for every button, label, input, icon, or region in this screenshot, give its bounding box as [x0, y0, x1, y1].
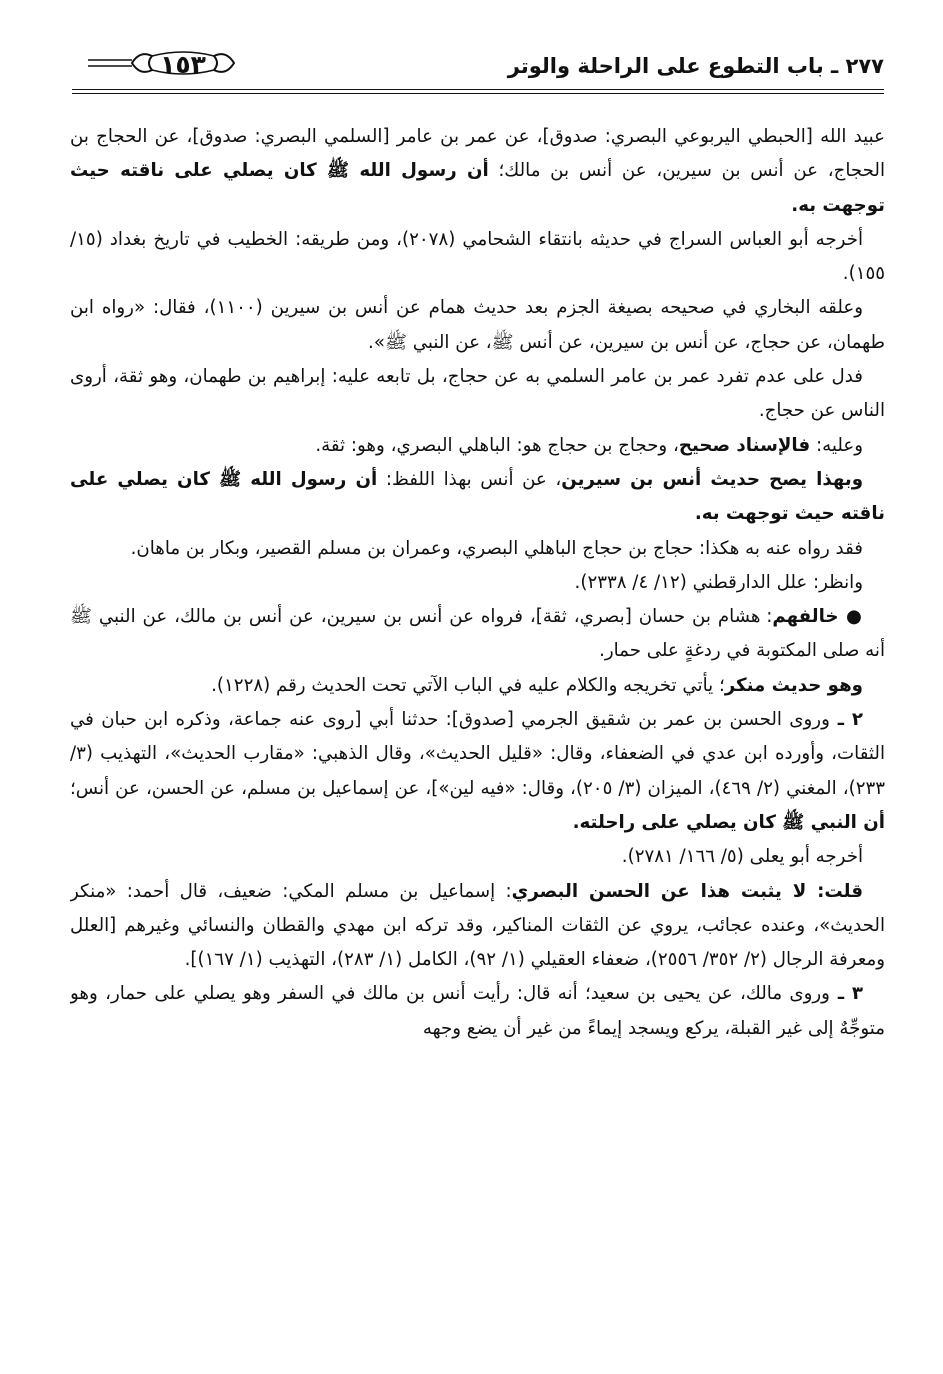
- bold-text-segment: وهو حديث منكر: [724, 674, 863, 696]
- paragraph: [70, 566, 885, 600]
- text-segment: وعليه:: [810, 434, 863, 456]
- paragraph: [70, 291, 885, 360]
- bold-text-segment: خالفهم: [772, 606, 839, 628]
- text-segment: وروى الحسن بن عمر بن شقيق الجرمي [صدوق]: حدثنا أبي [روى عنه جماعة، وذكره ابن حبان في الثقات، وأورده ابن عدي في الضعفاء، وقال: «قليل الحديث»، وقال الذهبي: «مقارب الحديث»، التهذيب (٣/ ٢٣٣)، المغني (٢/ ٤٦٩)، الميزان (٣/ ٢٠٥)، وقال: «فيه لين»]، عن إسماعيل بن مسلم، عن الحسن، عن أنس؛: [70, 709, 885, 799]
- text-segment: أخرجه أبو العباس السراج في حديثه بانتقاء الشحامي (٢٠٧٨)، ومن طريقه: الخطيب في تاريخ بغداد (١٥/ ١٥٥).: [70, 228, 885, 285]
- header-rule: [72, 89, 884, 90]
- bullet-marker-icon: ●: [838, 606, 864, 628]
- paragraph: [70, 120, 885, 223]
- paragraph: [70, 429, 885, 463]
- bold-text-segment: قلت: لا يثبت هذا عن الحسن البصري: [511, 880, 864, 902]
- bold-text-segment: وبهذا يصح حديث أنس بن سيرين: [561, 468, 864, 490]
- text-segment: وعلقه البخاري في صحيحه بصيغة الجزم بعد حديث همام عن أنس بن سيرين (١١٠٠)، فقال: «رواه ابن طهمان، عن حجاج، عن أنس بن سيرين، عن أنس ﷺ، عن النبي ﷺ».: [70, 297, 885, 353]
- paragraph: [70, 840, 885, 874]
- bold-text-segment: فالإسناد صحيح: [678, 434, 811, 456]
- bold-text-segment: ٢ ـ: [829, 709, 863, 731]
- text-segment: أخرجه أبو يعلى (٥/ ١٦٦/ ٢٧٨١).: [621, 846, 863, 868]
- paragraph: [70, 977, 885, 1046]
- text-segment: ، عن أنس بهذا اللفظ:: [377, 468, 562, 490]
- text-segment: ، وحجاج بن حجاج هو: الباهلي البصري، وهو: ثقة.: [315, 434, 679, 456]
- text-segment: : إسماعيل بن مسلم المكي: ضعيف، قال أحمد: «منكر الحديث»، وعنده عجائب، يروي عن الثقات المناكير، وقد تركه ابن مهدي والقطان والنسائي وغيرهم [العلل ومعرفة الرجال (٢/ ٣٥٢/ ٢٥٥٦)، ضعفاء العقيلي (١/ ٩٢)، الكامل (١/ ٢٨٣)، التهذيب (١/ ١٦٧)].: [70, 880, 885, 971]
- page-number-ornament: [88, 46, 278, 86]
- bold-text-segment: أن رسول الله ﷺ كان يصلي على ناقته حيث توجهت به.: [70, 160, 885, 216]
- text-segment: عبيد الله [الحبطي اليربوعي البصري: صدوق]، عن عمر بن عامر [السلمي البصري: صدوق]، عن الحجاج بن الحجاج، عن أنس بن سيرين، عن أنس بن مالك؛: [70, 126, 885, 182]
- text-segment: ؛ يأتي تخريجه والكلام عليه في الباب الآتي تحت الحديث رقم (١٢٢٨).: [211, 674, 725, 696]
- paragraph: [70, 703, 885, 840]
- page-header: [72, 50, 884, 94]
- page-number: ١٥٣: [160, 50, 206, 79]
- paragraph: [70, 223, 885, 292]
- paragraph: [70, 463, 885, 532]
- page-body: [70, 120, 885, 1350]
- paragraph: [70, 600, 885, 669]
- text-segment: : هشام بن حسان [بصري، ثقة]، فرواه عن أنس بن سيرين، عن أنس بن مالك، عن النبي ﷺ أنه صلى المكتوبة في ردغةٍ على حمار.: [70, 606, 885, 662]
- paragraph: [70, 669, 885, 703]
- header-rule-double: [72, 93, 884, 94]
- text-segment: فقد رواه عنه به هكذا: حجاج بن حجاج الباهلي البصري، وعمران بن مسلم القصير، وبكار بن ماهان.: [130, 537, 863, 559]
- bold-text-segment: أن النبي ﷺ كان يصلي على راحلته.: [572, 811, 885, 833]
- text-segment: فدل على عدم تفرد عمر بن عامر السلمي به عن حجاج، بل تابعه عليه: إبراهيم بن طهمان، وهو ثقة، أروى الناس عن حجاج.: [70, 366, 885, 422]
- paragraph: [70, 875, 885, 978]
- bold-text-segment: أن رسول الله ﷺ كان يصلي على ناقته حيث توجهت به.: [70, 468, 885, 525]
- bold-text-segment: ٣ ـ: [829, 983, 864, 1005]
- paragraph: [70, 360, 885, 429]
- text-segment: وانظر: علل الدارقطني (١٢/ ٤/ ٢٣٣٨).: [574, 571, 863, 593]
- text-segment: وروى مالك، عن يحيى بن سعيد؛ أنه قال: رأيت أنس بن مالك في السفر وهو يصلي على حمار، وهو متوجِّهٌ إلى غير القبلة، يركع ويسجد إيماءً من غير أن يضع وجهه: [70, 983, 885, 1039]
- chapter-title: ٢٧٧ ـ باب التطوع على الراحلة والوتر: [507, 54, 884, 78]
- paragraph: [70, 532, 885, 566]
